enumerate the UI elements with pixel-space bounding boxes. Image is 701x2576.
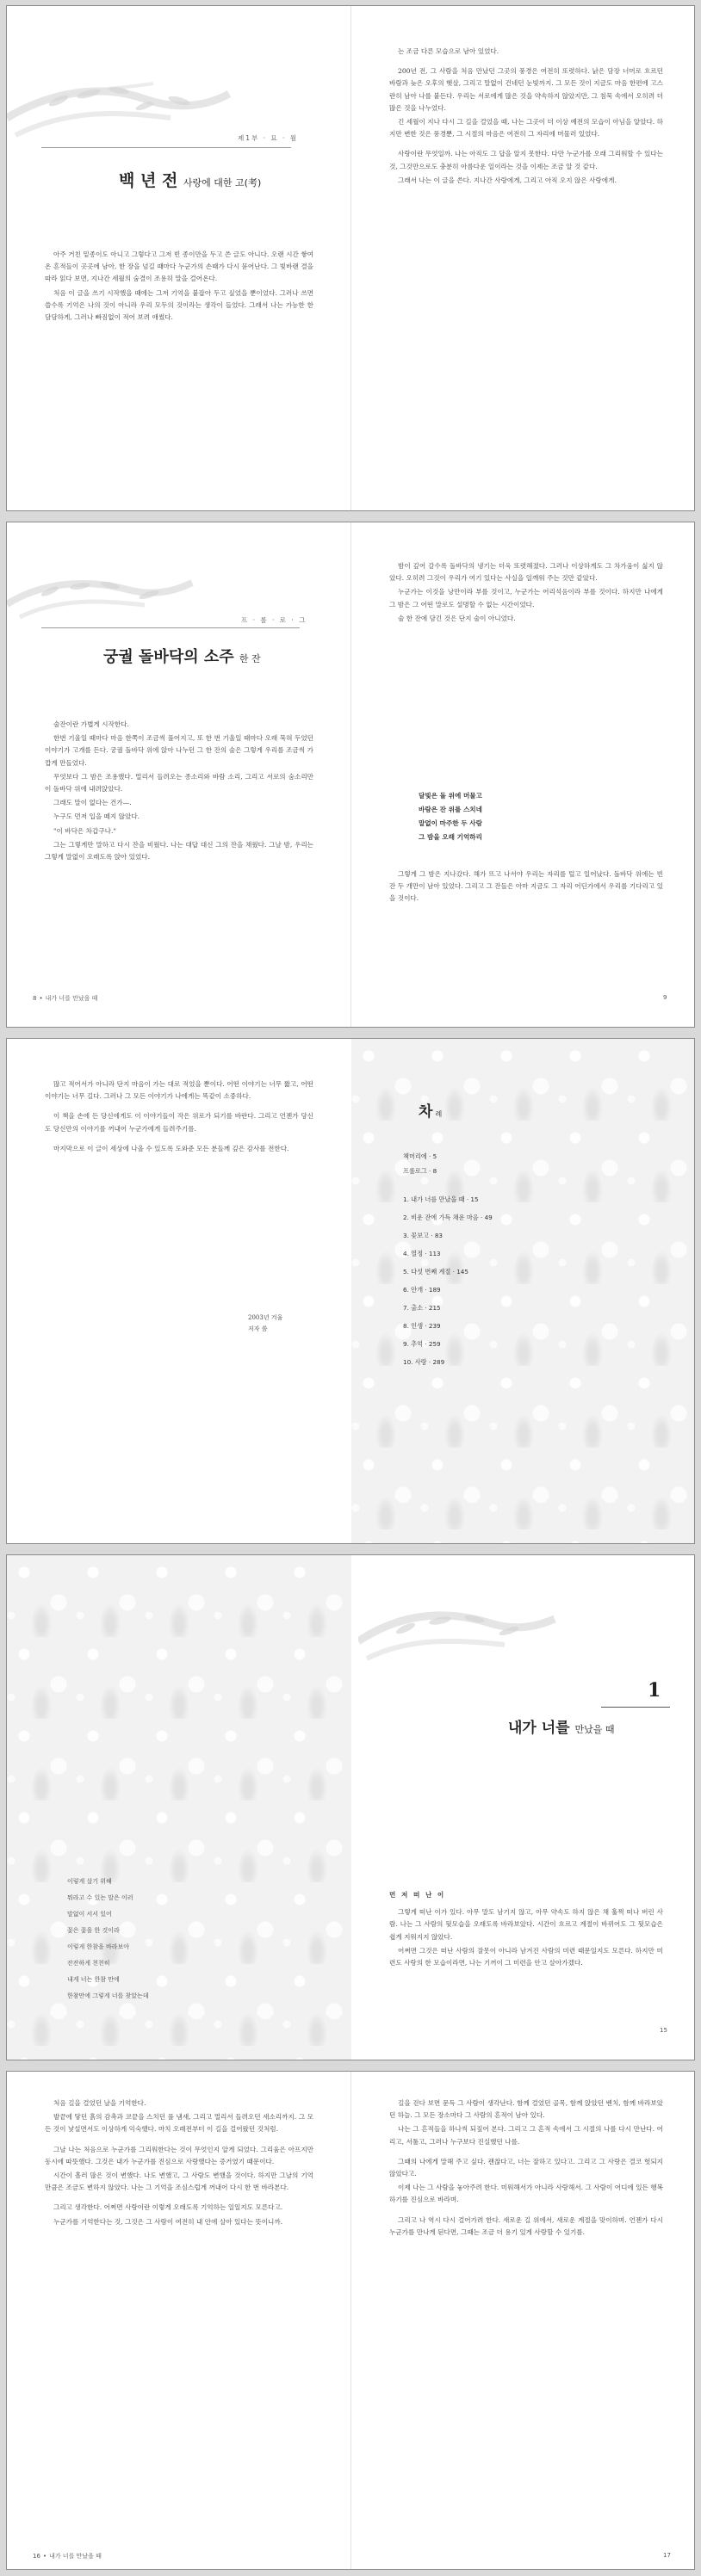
poem-line: 이렇게 한참을 바라보아 — [67, 1943, 130, 1950]
title-small: 한 잔 — [239, 653, 261, 664]
signature — [248, 1313, 282, 1335]
paragraph: 그래도 말이 없다는 건가—. — [53, 799, 132, 807]
paragraph: 누군가를 기억한다는 것, 그것은 그 사람이 여전히 내 안에 살아 있다는 뜻이니까. — [53, 2217, 283, 2226]
poem-line: 그 밤을 오래 기억하리 — [419, 833, 482, 841]
title-sub: 주 — [219, 648, 234, 666]
toc-title — [419, 1099, 442, 1121]
brush-stroke-decoration — [358, 1590, 556, 1684]
chapter-epigraph — [67, 1874, 149, 2005]
page-number: 9 — [663, 994, 667, 1001]
running-head: 내가 너를 만났을 때 — [49, 2553, 102, 2560]
body-text-right-after — [389, 868, 663, 907]
title-main: 내가 너를 — [508, 1720, 570, 1737]
folio-left: 16 • 내가 너를 만났을 때 — [33, 2553, 102, 2560]
paragraph: 길을 걷다 보면 문득 그 사람이 생각난다. 함께 걸었던 골목, 함께 앉았던 벤치, 함께 바라보았던 하늘. 그 모든 장소마다 그 사람의 흔적이 남아 있다. — [389, 2099, 663, 2120]
paragraph: 술잔이란 가볍게 시작한다. — [53, 720, 129, 728]
subheading: 먼 저 떠 난 이 — [389, 1891, 446, 1899]
toc-entry[interactable]: 프롤로그 · 8 — [403, 1167, 437, 1175]
page-spread-4 — [6, 1554, 695, 2060]
paragraph: 한번 기울일 때마다 마음 한쪽이 조금씩 풀어지고, 또 한 번 기울일 때마다 오래 묵혀 두었던 이야기가 고개를 든다. 궁궐 돌바닥 위에 앉아 나누던 그 한 잔의 술은 그렇게 우리를 조금씩 가깝게 만들었다. — [45, 734, 313, 767]
section-rule — [41, 147, 291, 148]
paragraph: 그날 나는 처음으로 누군가를 그리워한다는 것이 무엇인지 알게 되었다. 그리움은 아프지만 동시에 따뜻했다. 그것은 내가 누군가를 진심으로 사랑했다는 증거였기 때문이다. — [45, 2145, 313, 2165]
chapter-rule — [601, 1707, 670, 1708]
folio-right — [663, 2552, 671, 2559]
right-page — [351, 2072, 695, 2569]
paragraph: 많고 적어서가 아니라 단지 마음이 가는 대로 적었을 뿐이다. 어떤 이야기는 너무 짧고, 어떤 이야기는 너무 길다. 그러나 그 모든 이야기가 나에게는 똑같이 소중하다. — [45, 1080, 313, 1101]
body-text-right — [389, 2097, 663, 2240]
paragraph: 처음 길을 걸었던 날을 기억한다. — [53, 2099, 146, 2107]
paragraph: 누구도 먼저 입을 떼지 않았다. — [53, 812, 140, 821]
toc-entry[interactable]: 2. 비운 잔에 가득 채운 마음 · 49 — [403, 1214, 493, 1221]
title-small: 만났을 때 — [574, 1724, 615, 1735]
poem-line: 내게 너는 한참 만에 — [67, 1976, 120, 1983]
page-number: 16 — [33, 2553, 40, 2560]
paragraph: 누군가는 이것을 낭만이라 부를 것이고, 누군가는 어리석음이라 부를 것이다. 하지만 나에게 그 밤은 그 어떤 말로도 설명할 수 없는 시간이었다. — [389, 588, 663, 608]
page-spread-5 — [6, 2071, 695, 2570]
poem-line: 한참만에 그렇게 너를 찾았는데 — [67, 1992, 149, 1999]
toc-entry[interactable]: 10. 사랑 · 289 — [403, 1358, 445, 1366]
essay-title — [103, 645, 261, 667]
folio-right — [663, 994, 667, 1001]
toc-entry[interactable]: 5. 다섯 번째 계절 · 145 — [403, 1268, 468, 1276]
paragraph: 사랑이란 무엇일까. 나는 아직도 그 답을 알지 못한다. 다만 누군가를 오래 그리워할 수 있다는 것, 그것만으로도 충분히 아름다운 일이라는 것을 이제는 조금 알 것 같다. — [389, 150, 663, 170]
chapter-body — [389, 1889, 663, 1971]
quoted-poem — [419, 789, 642, 844]
folio-right — [660, 2027, 667, 2034]
body-text-left — [45, 719, 313, 865]
paragraph: 아주 거친 밑종이도 아니고 그렇다고 그저 빈 종이만을 두고 쓴 글도 아니다. 오랜 시간 쌓여 온 흔적들이 곳곳에 남아, 한 장을 넘길 때마다 누군가의 손때가 다시 묻어난다. 그 빛바랜 결을 따라 읽다 보면, 지나간 세월의 숨결이 조용히 말을 걸어온다. — [45, 250, 313, 283]
paragraph: 이제 나는 그 사람을 놓아주려 한다. 미워해서가 아니라 사랑해서. 그 사람이 어디에 있든 행복하기를 진심으로 바라며. — [389, 2184, 663, 2204]
right-page — [351, 6, 695, 510]
poem-line: 꽃은 꽃을 한 것이라 — [67, 1927, 120, 1934]
body-text-left — [45, 2097, 313, 2230]
paragraph: 긴 세월이 지나 다시 그 길을 걸었을 때, 나는 그곳이 더 이상 예전의 모습이 아님을 알았다. 하지만 변한 것은 풍경뿐, 그 시절의 마음은 여전히 그 자리에 머물러 있었다. — [389, 118, 663, 139]
paragraph: 200년 전, 그 사람을 처음 만났던 그곳의 풍경은 여전히 또렷하다. 낡은 담장 너머로 흐르던 바람과 늦은 오후의 햇살, 그리고 말없이 건네던 눈빛까지. 그 모든 것이 지금도 마음 한편에 고스란히 남아 나를 붙든다. 우리는 서로에게 많은 것을 약속하지 않았지만, 그 침묵 속에서 오히려 더 많은 것을 나누었다. — [389, 67, 663, 112]
page-number: 8 — [33, 995, 37, 1002]
paragraph: 시간이 흘러 많은 것이 변했다. 나도 변했고, 그 사람도 변했을 것이다. 하지만 그날의 기억만큼은 조금도 변하지 않았다. 나는 그 기억을 조심스럽게 꺼내어 다시 한 번 바라본다. — [45, 2171, 313, 2192]
poem-line: 바람은 잔 위를 스치네 — [419, 806, 482, 813]
brush-stroke-decoration — [7, 58, 231, 152]
poem-line: 잔잔하게 천천히 — [67, 1960, 110, 1967]
toc-entry[interactable]: 3. 꽃보고 · 83 — [403, 1232, 443, 1239]
right-page — [351, 1039, 695, 1543]
paragraph: 어쩌면 그것은 떠난 사람의 잘못이 아니라 남겨진 사람의 미련 때문일지도 모른다. 하지만 미련도 사랑의 한 모습이라면, 나는 기꺼이 그 미련을 안고 살아가겠다. — [389, 1946, 663, 1968]
title-main: 백 년 전 — [119, 171, 178, 190]
toc-intro — [403, 1149, 437, 1178]
toc-title-main: 차 — [419, 1103, 433, 1121]
right-page — [351, 1555, 695, 2060]
paragraph: 술 한 잔에 담긴 것은 단지 술이 아니었다. — [398, 614, 516, 622]
paragraph: 그는 그렇게만 말하고 다시 잔을 비웠다. 나는 대답 대신 그의 잔을 채웠다. 그날 밤, 우리는 그렇게 말없이 오래도록 앉아 있었다. — [45, 840, 313, 862]
page-number: 17 — [663, 2552, 671, 2559]
poem-line: 이렇게 살기 위해 — [67, 1878, 112, 1885]
page-spread-1 — [6, 5, 695, 511]
toc-entry[interactable]: 1. 내가 너를 만났을 때 · 15 — [403, 1195, 479, 1203]
poem-line: 말없이 마주한 두 사람 — [419, 819, 482, 827]
folio-left: 8 • 내가 너를 만났을 때 — [33, 995, 98, 1002]
chapter-number: 1 — [648, 1679, 661, 1702]
paragraph: 그때의 나에게 말해 주고 싶다. 괜찮다고, 너는 잘하고 있다고. 그리고 그 사랑은 결코 헛되지 않았다고. — [389, 2157, 663, 2178]
toc-entry[interactable]: 6. 안개 · 189 — [403, 1286, 441, 1294]
title-small: 사랑에 대한 고(考) — [183, 177, 262, 188]
right-page — [351, 522, 695, 1027]
left-page — [7, 6, 351, 510]
chapter-title — [508, 1715, 615, 1737]
left-page — [7, 522, 351, 1027]
body-text-right — [389, 560, 663, 627]
paragraph: 그리고 나 역시 다시 걸어가려 한다. 새로운 길 위에서, 새로운 계절을 맞이하며. 언젠가 다시 누군가를 만나게 된다면, 그때는 조금 더 용기 있게 사랑할 수 있기를. — [389, 2215, 663, 2236]
toc-title-small: 례 — [435, 1110, 443, 1118]
poem-line: 뭐라고 수 있는 말은 이러 — [67, 1894, 133, 1901]
toc-entry[interactable]: 7. 출소 · 215 — [403, 1304, 441, 1312]
page-number: 15 — [660, 2027, 667, 2034]
toc-entry[interactable]: 책머리에 · 5 — [403, 1152, 437, 1160]
left-page — [7, 2072, 351, 2569]
section-rule — [41, 627, 300, 628]
toc-list — [403, 1190, 493, 1371]
paragraph: 이 책을 손에 든 당신에게도 이 이야기들이 작은 위로가 되기를 바란다. 그리고 언젠가 당신도 당신만의 이야기를 꺼내어 누군가에게 들려주기를. — [45, 1112, 313, 1133]
essay-title — [119, 168, 261, 191]
toc-entry[interactable]: 9. 추억 · 259 — [403, 1340, 441, 1348]
page-spread-2 — [6, 522, 695, 1028]
paragraph: 그래서 나는 이 글을 쓴다. 지나간 사랑에게, 그리고 아직 오지 않은 사랑에게. — [398, 176, 617, 184]
paragraph: 그렇게 떠난 이가 있다. 아무 말도 남기지 않고, 아무 약속도 하지 않은 채 훌쩍 떠나 버린 사람. 나는 그 사람의 뒷모습을 오래도록 바라보았다. 시간이 흐르고 계절이 바뀌어도 그 뒷모습은 쉽게 지워지지 않았다. — [389, 1908, 663, 1941]
poem-line: 달빛은 돌 위에 머물고 — [419, 792, 482, 800]
paragraph: "이 바닥은 차갑구나." — [53, 826, 116, 835]
running-head: 내가 너를 만났을 때 — [45, 995, 98, 1002]
brush-stroke-decoration — [7, 557, 196, 634]
paragraph: 발끝에 닿던 흙의 감촉과 코끝을 스치던 풀 냄새, 그리고 멀리서 들려오던 새소리까지. 그 모든 것이 낯설면서도 이상하게 익숙했다. 마치 오래전부터 이 길을 걸어왔던 것처럼. — [45, 2113, 313, 2134]
paragraph: 밤이 깊어 갈수록 돌바닥의 냉기는 더욱 또렷해졌다. 그러나 이상하게도 그 차가움이 싫지 않았다. 오히려 그것이 우리가 여기 있다는 사실을 일깨워 주는 것만 같았다. — [389, 562, 663, 583]
toc-entry[interactable]: 8. 인생 · 239 — [403, 1322, 441, 1330]
paragraph: 는 조금 다른 모습으로 남아 있었다. — [398, 47, 499, 55]
section-label: 프 · 롤 · 로 · 그 — [241, 616, 307, 624]
paragraph: 나는 그 흔적들을 하나씩 되짚어 본다. 그리고 그 흔적 속에서 그 시절의 나를 다시 만난다. 어리고, 서툴고, 그러나 누구보다 진실했던 나를. — [389, 2125, 663, 2146]
section-label: 제1부 · 묘 · 월 — [238, 134, 299, 142]
paragraph: 처음 이 글을 쓰기 시작했을 때에는 그저 기억을 붙잡아 두고 싶었을 뿐이었다. 그러나 쓰면 쓸수록 기억은 나의 것이 아니라 우리 모두의 것이라는 생각이 들었다. 그래서 나는 가능한 한 담담하게, 그러나 빠짐없이 적어 보려 애썼다. — [45, 288, 313, 322]
body-text-left — [45, 249, 313, 325]
left-page — [7, 1555, 351, 2060]
paragraph: 그리고 생각한다. 어쩌면 사랑이란 이렇게 오래도록 기억하는 일일지도 모른다고. — [53, 2203, 283, 2212]
left-page — [7, 1039, 351, 1543]
paragraph: 마지막으로 이 글이 세상에 나올 수 있도록 도와준 모든 분들께 깊은 감사를 전한다. — [53, 1144, 289, 1152]
toc-entry[interactable]: 4. 열정 · 113 — [403, 1250, 441, 1257]
body-text-left — [45, 1078, 313, 1157]
body-text-right — [389, 46, 663, 188]
paragraph: 그렇게 그 밤은 지나갔다. 해가 뜨고 나서야 우리는 자리를 털고 일어났다. 돌바닥 위에는 빈 잔 두 개만이 남아 있었다. 그리고 그 잔들은 아마 지금도 그 자리 어딘가에서 우리를 기다리고 있을 것이다. — [389, 870, 663, 903]
poem-line: 말없이 서서 있어 — [67, 1911, 112, 1918]
signature-date: 2003년 겨울 — [248, 1314, 283, 1321]
signature-author: 저자 씀 — [248, 1325, 268, 1332]
title-main: 궁궐 돌바닥의 소 — [103, 648, 220, 666]
page-spread-3 — [6, 1038, 695, 1544]
paragraph: 무엇보다 그 밤은 조용했다. 멀리서 들려오는 종소리와 바람 소리, 그리고 서로의 숨소리만이 돌바닥 위에 내려앉았다. — [45, 772, 313, 794]
